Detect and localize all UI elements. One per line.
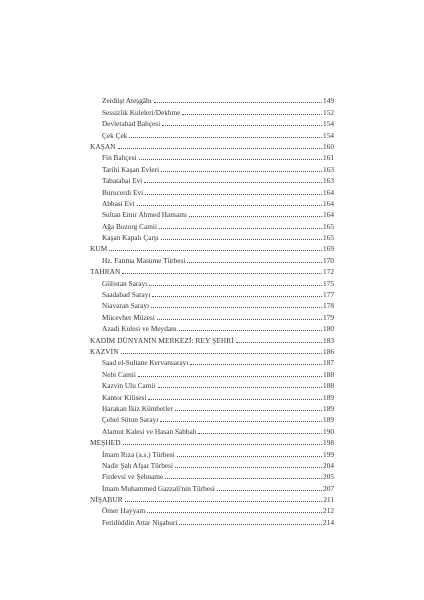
toc-page-number: 161 — [323, 153, 334, 163]
toc-entry-title: Ömer Hayyam — [102, 506, 146, 516]
toc-entry-title: Harakan İkiz Kümbetler — [102, 403, 173, 413]
toc-page-number: 175 — [323, 278, 334, 288]
toc-page-number: 169 — [323, 244, 334, 254]
toc-entry — [90, 106, 334, 117]
toc-section-heading — [90, 141, 334, 152]
toc-page-number: 180 — [323, 324, 334, 334]
dot-leader — [157, 319, 322, 320]
toc-page-number: 152 — [323, 107, 334, 117]
toc-entry-title: KAŞAN — [90, 141, 116, 151]
toc-entry-title: Sultan Emir Ahmed Hamamı — [102, 210, 187, 220]
toc-section-heading — [90, 494, 334, 505]
dot-leader — [189, 216, 322, 217]
toc-page-number: 189 — [323, 403, 334, 413]
toc-entry — [90, 380, 334, 391]
toc-entry — [90, 289, 334, 300]
toc-page-number: 154 — [323, 130, 334, 140]
toc-entry — [90, 460, 334, 471]
dot-leader — [161, 239, 322, 240]
toc-page-number: 160 — [323, 141, 334, 151]
toc-entry-title: Çehel Sütun Sarayı — [102, 415, 159, 425]
dot-leader — [118, 148, 322, 149]
toc-page-number: 183 — [323, 335, 334, 345]
dot-leader — [123, 444, 322, 445]
toc-page-number: 207 — [323, 483, 334, 493]
toc-entry — [90, 163, 334, 174]
dot-leader — [175, 410, 322, 411]
toc-entry-title: KADİM DÜNYANIN MERKEZİ: REY ŞEHRİ — [90, 335, 234, 345]
toc-entry — [90, 232, 334, 243]
toc-page-number: 187 — [323, 358, 334, 368]
dot-leader — [129, 137, 322, 138]
toc-page-number: 164 — [323, 198, 334, 208]
dot-leader — [160, 421, 322, 422]
toc-page-number: 170 — [323, 255, 334, 265]
toc-entry-title: KUM — [90, 244, 108, 254]
dot-leader — [109, 250, 322, 251]
toc-entry-title: İmam Rıza (a.s.) Türbesi — [102, 449, 175, 459]
toc-entry — [90, 368, 334, 379]
toc-entry-title: Zerdüşt Ateşgâhı — [102, 96, 152, 106]
toc-entry-title: Tarihi Kaşan Evleri — [102, 164, 160, 174]
dot-leader — [161, 171, 322, 172]
toc-entry — [90, 505, 334, 516]
dot-leader — [121, 353, 322, 354]
toc-page-number: 164 — [323, 187, 334, 197]
toc-entry-title: Sessizlik Kuleleri/Dekhme — [102, 107, 181, 117]
toc-entry — [90, 516, 334, 527]
dot-leader — [158, 387, 323, 388]
toc-entry-title: Mücevher Müzesi — [102, 312, 155, 322]
toc-page-number: 165 — [323, 233, 334, 243]
dot-leader — [154, 102, 322, 103]
dot-leader — [177, 456, 322, 457]
toc-page-number: 154 — [323, 119, 334, 129]
dot-leader — [152, 296, 322, 297]
dot-leader — [182, 114, 322, 115]
dot-leader — [137, 205, 322, 206]
toc-entry-title: Abbasi Evi — [102, 198, 135, 208]
toc-page-number: 177 — [323, 290, 334, 300]
toc-entry-title: Alamut Kalesi ve Hasan Sabbah — [102, 426, 197, 436]
toc-page-number: 165 — [323, 221, 334, 231]
dot-leader — [175, 467, 322, 468]
dot-leader — [190, 364, 322, 365]
toc-entry-title: İmam Muhammed Gazzali'nin Türbesi — [102, 483, 215, 493]
dot-leader — [236, 342, 322, 343]
dot-leader — [138, 376, 322, 377]
toc-entry-title: KAZVİN — [90, 346, 119, 356]
toc-entry — [90, 323, 334, 334]
toc-entry — [90, 471, 334, 482]
toc-page-number: 205 — [323, 472, 334, 482]
toc-page-number: 198 — [323, 438, 334, 448]
toc-entry-title: Fin Bahçesi — [102, 153, 137, 163]
toc-entry — [90, 403, 334, 414]
toc-entry-title: Devletabad Bahçesi — [102, 119, 161, 129]
toc-entry-title: NİŞABUR — [90, 495, 123, 505]
toc-entry — [90, 209, 334, 220]
toc-page-number: 164 — [323, 210, 334, 220]
toc-entry — [90, 311, 334, 322]
toc-entry — [90, 175, 334, 186]
toc-entry — [90, 357, 334, 368]
toc-entry-title: Burucerdi Evi — [102, 187, 144, 197]
toc-entry — [90, 129, 334, 140]
toc-entry-title: Saadabad Sarayı — [102, 290, 151, 300]
toc-page-number: 163 — [323, 176, 334, 186]
dot-leader — [139, 159, 322, 160]
toc-entry-title: Kazvin Ulu Camii — [102, 381, 156, 391]
toc-entry — [90, 198, 334, 209]
dot-leader — [162, 125, 322, 126]
toc-page-number: 214 — [323, 517, 334, 527]
toc-entry — [90, 95, 334, 106]
toc-entry — [90, 300, 334, 311]
toc-entry — [90, 277, 334, 288]
toc-entry-title: Nadir Şah Afşar Türbesi — [102, 460, 173, 470]
toc-entry — [90, 220, 334, 231]
toc-entry — [90, 254, 334, 265]
toc-entry — [90, 118, 334, 129]
toc-entry-title: Nebi Camii — [102, 369, 136, 379]
toc-entry — [90, 186, 334, 197]
toc-entry-title: Hz. Fatıma Masume Türbesi — [102, 255, 186, 265]
toc-page-number: 190 — [323, 426, 334, 436]
toc-section-heading — [90, 334, 334, 345]
table-of-contents — [90, 95, 334, 528]
toc-entry-title: Niavaran Sarayı — [102, 301, 150, 311]
dot-leader — [187, 262, 322, 263]
toc-page-number: 163 — [323, 164, 334, 174]
toc-entry — [90, 414, 334, 425]
dot-leader — [147, 512, 322, 513]
dot-leader — [179, 330, 322, 331]
dot-leader — [122, 273, 322, 274]
toc-entry-title: TAHRAN — [90, 267, 121, 277]
toc-page-number: 172 — [323, 267, 334, 277]
toc-entry — [90, 448, 334, 459]
toc-page-number: 189 — [323, 415, 334, 425]
dot-leader — [144, 182, 322, 183]
toc-section-heading — [90, 346, 334, 357]
toc-entry-title: Çek Çek — [102, 130, 128, 140]
toc-section-heading — [90, 437, 334, 448]
toc-page-number: 149 — [323, 96, 334, 106]
toc-page-number: 186 — [323, 346, 334, 356]
toc-entry — [90, 152, 334, 163]
toc-page-number: 188 — [323, 369, 334, 379]
toc-entry — [90, 425, 334, 436]
toc-page-number: 212 — [323, 506, 334, 516]
dot-leader — [217, 490, 322, 491]
toc-entry-title: Feridüddin Attar Nişaburi — [102, 517, 178, 527]
toc-entry-title: Firdevsi ve Şehname — [102, 472, 164, 482]
toc-page-number: 178 — [323, 301, 334, 311]
toc-entry-title: Gülistan Sarayı — [102, 278, 148, 288]
toc-entry-title: Tabatabai Evi — [102, 176, 143, 186]
toc-entry — [90, 482, 334, 493]
toc-page-number: 179 — [323, 312, 334, 322]
toc-page-number: 189 — [323, 392, 334, 402]
dot-leader — [145, 194, 322, 195]
dot-leader — [159, 228, 322, 229]
toc-entry-title: MEŞHED — [90, 438, 121, 448]
toc-entry-title: Kaşan Kapalı Çarşı — [102, 233, 159, 243]
dot-leader — [198, 433, 322, 434]
toc-page-number: 199 — [323, 449, 334, 459]
dot-leader — [151, 307, 322, 308]
toc-page-number: 188 — [323, 381, 334, 391]
toc-section-heading — [90, 266, 334, 277]
toc-entry-title: Ağa Bozorg Camii — [102, 221, 157, 231]
toc-page-number: 204 — [323, 460, 334, 470]
dot-leader — [149, 285, 322, 286]
dot-leader — [165, 478, 322, 479]
dot-leader — [179, 524, 322, 525]
toc-section-heading — [90, 243, 334, 254]
toc-page-number: 211 — [323, 495, 334, 505]
dot-leader — [125, 501, 323, 502]
toc-entry-title: Azadi Kulesi ve Meydanı — [102, 324, 177, 334]
dot-leader — [148, 399, 322, 400]
toc-entry-title: Kantor Kilisesi — [102, 392, 147, 402]
toc-entry-title: Saad el-Sultane Kervansarayı — [102, 358, 189, 368]
toc-entry — [90, 391, 334, 402]
